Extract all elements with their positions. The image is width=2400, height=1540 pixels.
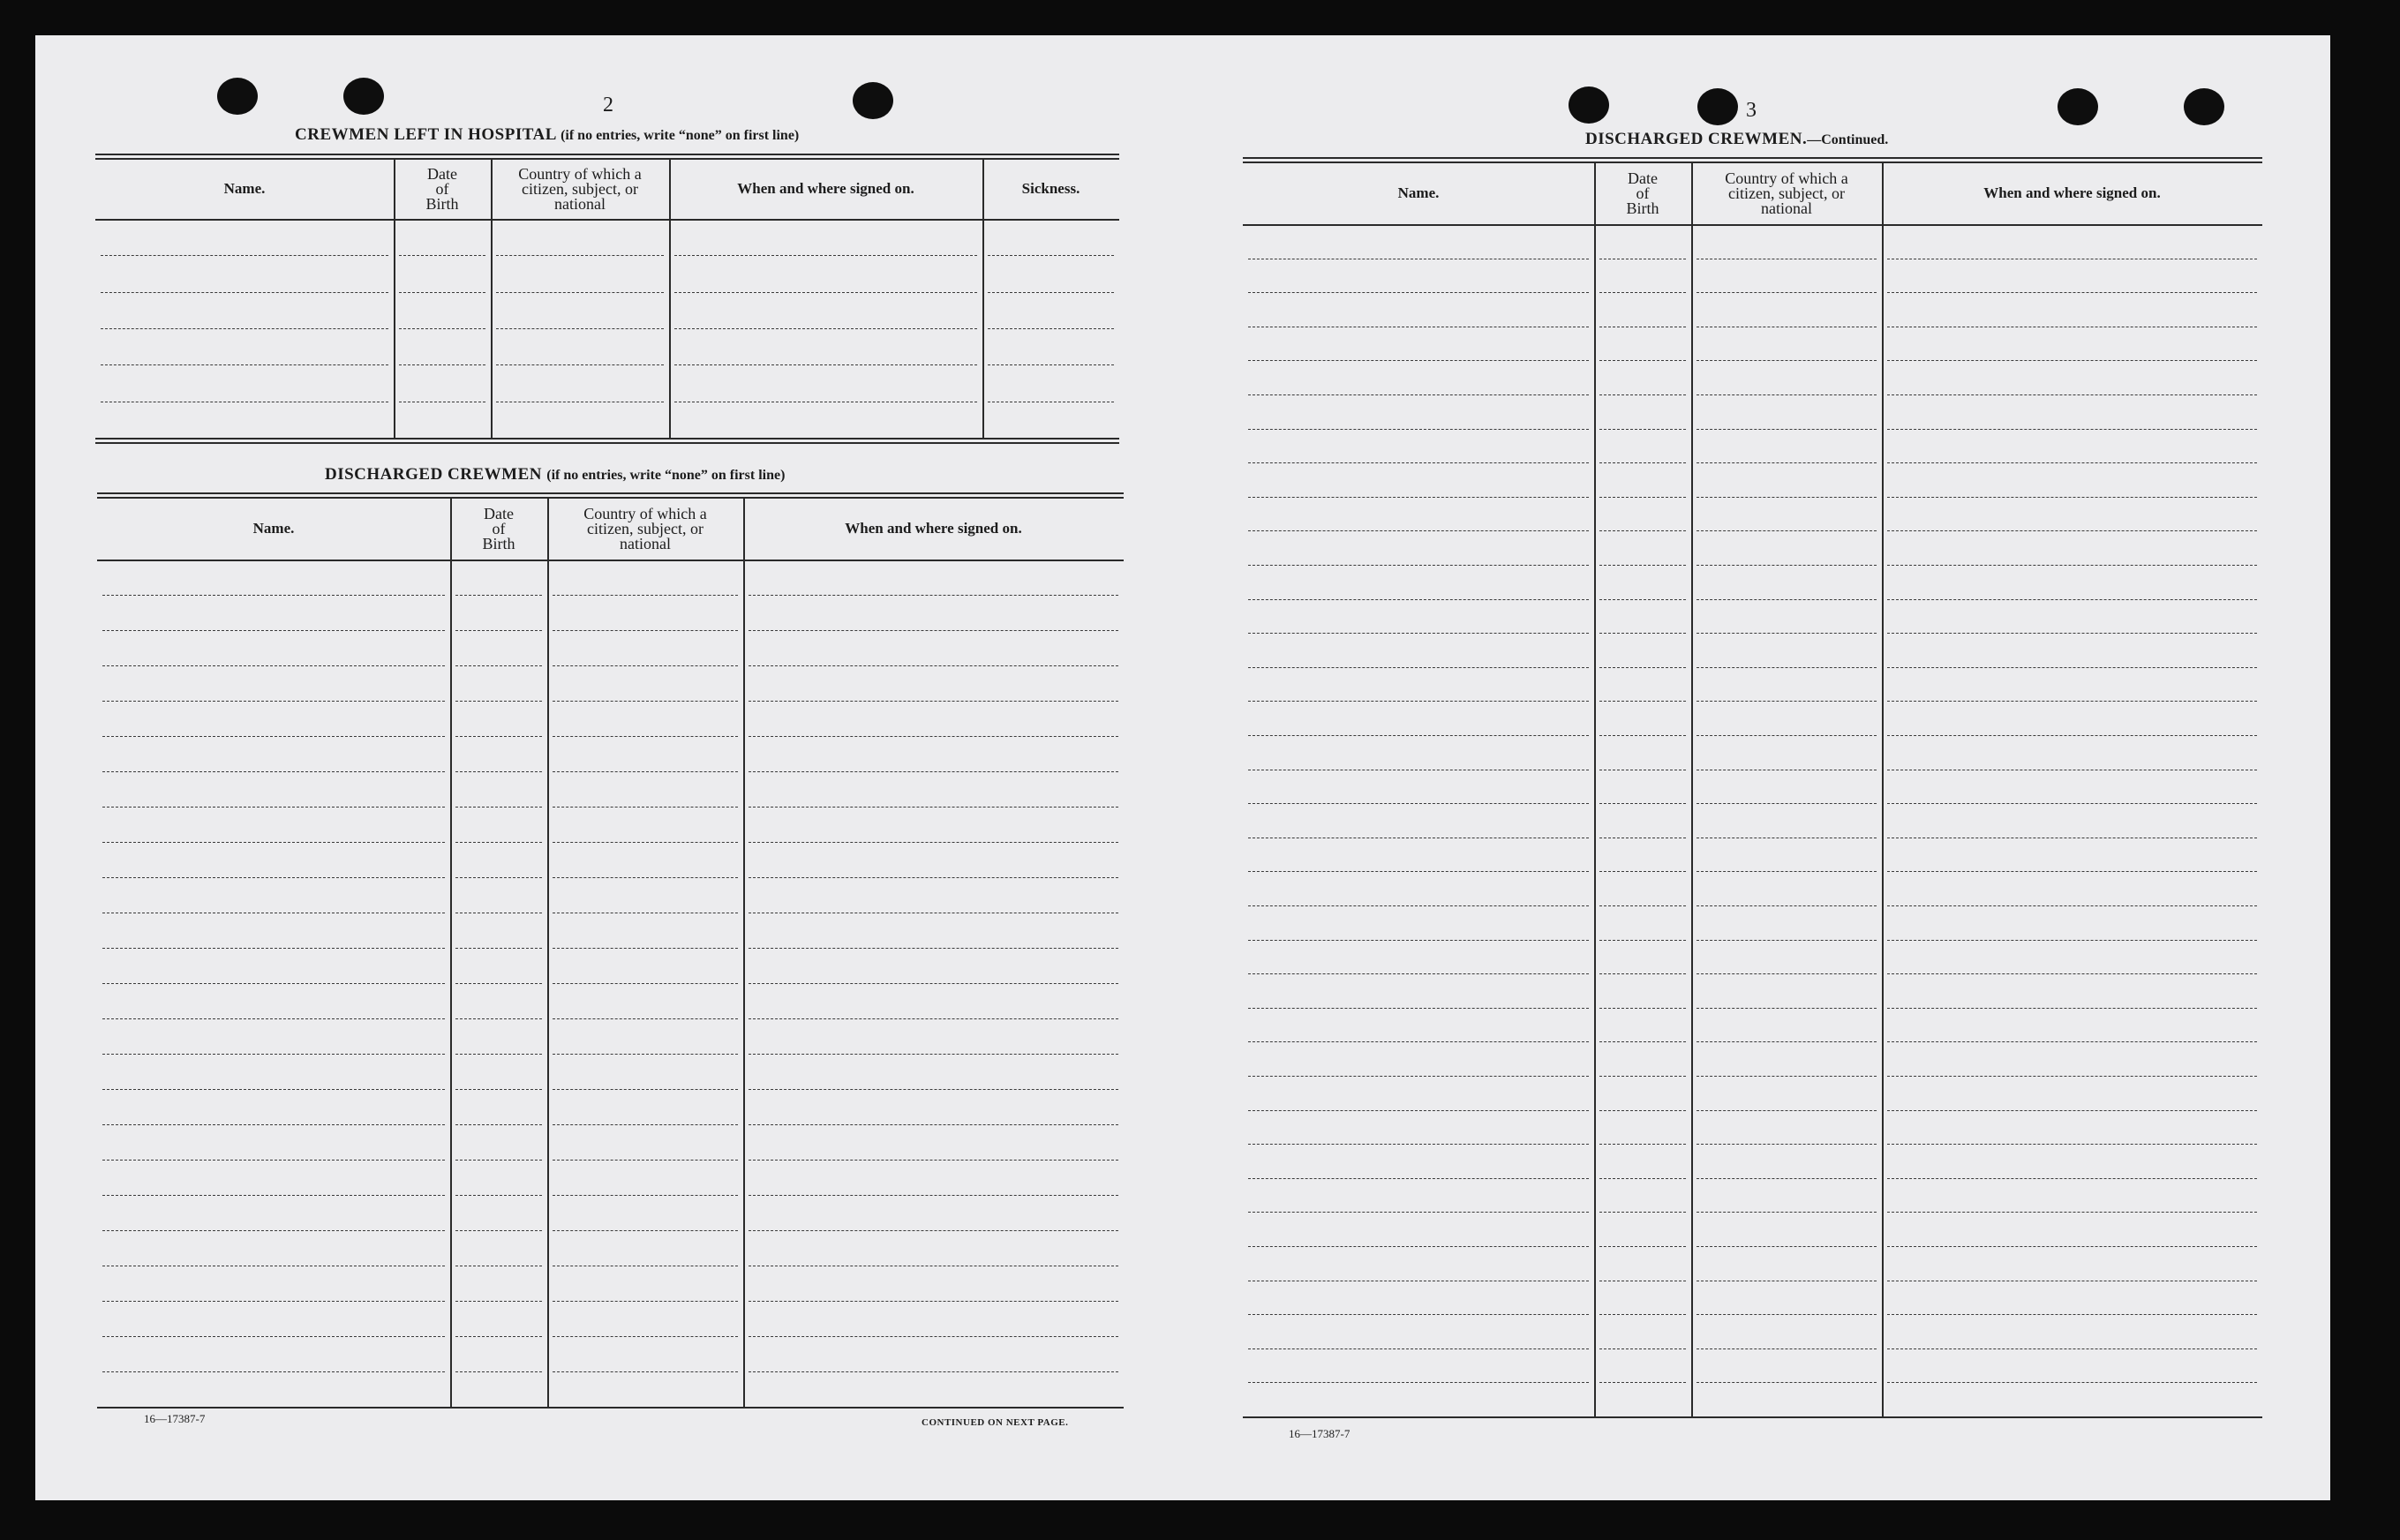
entry-line — [674, 364, 977, 365]
entry-line — [102, 807, 445, 808]
entry-line — [102, 595, 445, 596]
entry-line — [1697, 1041, 1877, 1042]
page-number-right: 3 — [1746, 99, 1757, 122]
entry-line — [749, 736, 1118, 737]
entry-line — [1248, 530, 1589, 531]
entry-line — [455, 877, 542, 878]
entry-line — [1887, 1382, 2257, 1383]
entry-line — [1887, 735, 2257, 736]
column-header-line: Country of which a — [518, 164, 642, 183]
entry-line — [102, 736, 445, 737]
punch-hole — [2058, 88, 2098, 125]
entry-line — [553, 1160, 738, 1161]
entry-line — [1248, 1144, 1589, 1145]
entry-line — [1248, 1348, 1589, 1349]
entry-line — [1599, 1076, 1686, 1077]
entry-line — [1887, 497, 2257, 498]
entry-line — [1248, 1246, 1589, 1247]
entry-line — [1248, 633, 1589, 634]
entry-line — [1887, 530, 2257, 531]
hospital-table — [95, 154, 1119, 445]
entry-line — [1887, 429, 2257, 430]
entry-line — [553, 1301, 738, 1302]
entry-line — [1248, 1110, 1589, 1111]
entry-line — [1248, 1041, 1589, 1042]
column-header-line: citizen, subject, or — [587, 519, 703, 537]
entry-line — [1697, 1348, 1877, 1349]
entry-line — [1697, 462, 1877, 463]
entry-line — [1248, 1314, 1589, 1315]
entry-line — [1887, 394, 2257, 395]
entry-line — [1599, 394, 1686, 395]
entry-line — [1697, 599, 1877, 600]
entry-line — [1697, 429, 1877, 430]
entry-line — [1697, 394, 1877, 395]
entry-line — [1697, 497, 1877, 498]
entry-line — [1599, 599, 1686, 600]
entry-line — [1248, 701, 1589, 702]
entry-line — [1887, 1110, 2257, 1111]
entry-line — [455, 1371, 542, 1372]
entry-line — [553, 948, 738, 949]
entry-line — [749, 1336, 1118, 1337]
hospital-instruction: (if no entries, write “none” on first line) — [561, 128, 800, 143]
table-bottom-rule — [97, 1407, 1124, 1409]
entry-line — [1887, 1212, 2257, 1213]
discharged-continued-table — [1243, 157, 2262, 1421]
entry-line — [102, 665, 445, 666]
entry-line — [1599, 973, 1686, 974]
header-bottom-rule — [97, 560, 1124, 561]
table-bottom-rule — [1243, 1416, 2262, 1418]
column-header-line: national — [554, 194, 606, 213]
entry-line — [1887, 1144, 2257, 1145]
entry-line — [1697, 973, 1877, 974]
entry-line — [1599, 462, 1686, 463]
entry-line — [1248, 940, 1589, 941]
entry-line — [1887, 905, 2257, 906]
page-number-left: 2 — [603, 94, 613, 116]
entry-line — [553, 1124, 738, 1125]
column-header-line: citizen, subject, or — [1728, 184, 1845, 202]
entry-line — [749, 665, 1118, 666]
column-header-signed: When and where signed on. — [1983, 184, 2161, 201]
entry-line — [1697, 360, 1877, 361]
entry-line — [1599, 667, 1686, 668]
entry-line — [455, 983, 542, 984]
entry-line — [1887, 599, 2257, 600]
table-top-rule — [97, 497, 1124, 499]
table-bottom-rule — [95, 442, 1119, 444]
column-header-line: Country of which a — [1725, 169, 1848, 187]
entry-line — [988, 364, 1114, 365]
entry-line — [102, 877, 445, 878]
column-divider — [1882, 162, 1884, 1416]
entry-line — [1697, 803, 1877, 804]
column-header-name: Name. — [252, 520, 295, 537]
entry-line — [553, 1054, 738, 1055]
column-header-line: Date — [484, 504, 514, 522]
entry-line — [1248, 394, 1589, 395]
sheet-fold-edge — [2295, 35, 2321, 1500]
column-header-country — [1691, 164, 1882, 222]
entry-line — [553, 1195, 738, 1196]
entry-line — [1697, 701, 1877, 702]
entry-line — [455, 1195, 542, 1196]
entry-line — [1248, 497, 1589, 498]
hospital-section-title — [295, 125, 799, 145]
entry-line — [102, 701, 445, 702]
entry-line — [455, 1301, 542, 1302]
entry-line — [988, 292, 1114, 293]
entry-line — [553, 1230, 738, 1231]
discharged-title-text: DISCHARGED CREWMEN — [325, 465, 542, 484]
column-divider — [1594, 162, 1596, 1416]
entry-line — [1887, 462, 2257, 463]
table-top-rule — [95, 158, 1119, 160]
entry-line — [101, 328, 388, 329]
entry-line — [1697, 735, 1877, 736]
punch-hole — [2184, 88, 2224, 125]
column-header-dob — [394, 161, 491, 217]
entry-line — [1599, 803, 1686, 804]
entry-line — [749, 807, 1118, 808]
entry-line — [749, 1160, 1118, 1161]
entry-line — [1248, 1076, 1589, 1077]
entry-line — [1248, 565, 1589, 566]
column-header-line: citizen, subject, or — [522, 179, 638, 198]
discharged-table — [97, 492, 1124, 1412]
entry-line — [1599, 292, 1686, 293]
entry-line — [1248, 292, 1589, 293]
entry-line — [101, 292, 388, 293]
entry-line — [1599, 1008, 1686, 1009]
entry-line — [749, 1124, 1118, 1125]
entry-line — [1697, 940, 1877, 941]
entry-line — [1697, 1314, 1877, 1315]
entry-line — [1599, 497, 1686, 498]
column-header-country — [491, 161, 669, 217]
entry-line — [553, 630, 738, 631]
entry-line — [102, 630, 445, 631]
entry-line — [749, 948, 1118, 949]
entry-line — [1599, 1178, 1686, 1179]
entry-line — [455, 948, 542, 949]
entry-line — [553, 736, 738, 737]
entry-line — [749, 877, 1118, 878]
entry-line — [102, 1054, 445, 1055]
entry-line — [988, 255, 1114, 256]
entry-line — [1599, 1382, 1686, 1383]
entry-line — [102, 1195, 445, 1196]
column-header-signed: When and where signed on. — [845, 520, 1022, 537]
entry-line — [1248, 735, 1589, 736]
entry-line — [1599, 940, 1686, 941]
entry-line — [101, 255, 388, 256]
entry-line — [553, 1336, 738, 1337]
entry-line — [1697, 667, 1877, 668]
punch-hole — [1569, 86, 1609, 124]
entry-line — [102, 1371, 445, 1372]
entry-line — [1599, 735, 1686, 736]
entry-line — [1248, 1008, 1589, 1009]
entry-line — [1697, 1076, 1877, 1077]
column-header-name: Name. — [223, 180, 266, 197]
entry-line — [1248, 905, 1589, 906]
entry-line — [553, 807, 738, 808]
entry-line — [496, 255, 664, 256]
entry-line — [1697, 1212, 1877, 1213]
column-divider — [547, 498, 549, 1407]
entry-line — [749, 771, 1118, 772]
entry-line — [988, 328, 1114, 329]
discharged-continued-title — [1585, 130, 1888, 149]
entry-line — [553, 771, 738, 772]
entry-line — [749, 1230, 1118, 1231]
entry-line — [1599, 905, 1686, 906]
column-header-line: Birth — [482, 534, 515, 552]
entry-line — [1887, 292, 2257, 293]
punch-hole — [343, 78, 384, 115]
entry-line — [1599, 1110, 1686, 1111]
continued-suffix: —Continued. — [1807, 132, 1889, 147]
entry-line — [1887, 803, 2257, 804]
entry-line — [674, 255, 977, 256]
entry-line — [1599, 633, 1686, 634]
entry-line — [1248, 360, 1589, 361]
entry-line — [1697, 633, 1877, 634]
entry-line — [455, 595, 542, 596]
entry-line — [1599, 871, 1686, 872]
entry-line — [1887, 1041, 2257, 1042]
entry-line — [102, 1301, 445, 1302]
entry-line — [455, 1230, 542, 1231]
entry-line — [455, 1018, 542, 1019]
entry-line — [674, 328, 977, 329]
entry-line — [1599, 701, 1686, 702]
entry-line — [1697, 530, 1877, 531]
entry-line — [1887, 973, 2257, 974]
entry-line — [749, 701, 1118, 702]
entry-line — [455, 1089, 542, 1090]
entry-line — [749, 595, 1118, 596]
entry-line — [455, 771, 542, 772]
entry-line — [1248, 667, 1589, 668]
entry-line — [749, 1371, 1118, 1372]
entry-line — [102, 1124, 445, 1125]
column-divider — [743, 498, 745, 1407]
entry-line — [399, 255, 485, 256]
entry-line — [399, 328, 485, 329]
entry-line — [1887, 1314, 2257, 1315]
column-header-line: national — [1761, 199, 1812, 217]
column-header-line: national — [620, 534, 671, 552]
header-bottom-rule — [1243, 224, 2262, 226]
column-divider — [1691, 162, 1693, 1416]
entry-line — [553, 983, 738, 984]
entry-line — [102, 983, 445, 984]
column-header-signed: When and where signed on. — [737, 180, 914, 197]
entry-line — [1887, 1178, 2257, 1179]
entry-line — [553, 701, 738, 702]
entry-line — [1697, 1110, 1877, 1111]
column-header-line: of — [435, 179, 449, 198]
entry-line — [1697, 1008, 1877, 1009]
entry-line — [1887, 1008, 2257, 1009]
entry-line — [102, 1230, 445, 1231]
entry-line — [1248, 462, 1589, 463]
entry-line — [102, 1018, 445, 1019]
entry-line — [749, 1195, 1118, 1196]
punch-hole — [1697, 88, 1738, 125]
continued-note: CONTINUED ON NEXT PAGE. — [922, 1417, 1069, 1428]
entry-line — [1697, 292, 1877, 293]
entry-line — [1599, 530, 1686, 531]
table-bottom-rule — [95, 438, 1119, 439]
entry-line — [1697, 1178, 1877, 1179]
entry-line — [1599, 1246, 1686, 1247]
entry-line — [1599, 1144, 1686, 1145]
column-header-line: Birth — [1626, 199, 1659, 217]
entry-line — [1599, 429, 1686, 430]
entry-line — [102, 948, 445, 949]
table-top-rule — [1243, 162, 2262, 163]
entry-line — [1248, 871, 1589, 872]
entry-line — [1248, 1178, 1589, 1179]
entry-line — [1887, 871, 2257, 872]
entry-line — [455, 1336, 542, 1337]
entry-line — [1887, 667, 2257, 668]
entry-line — [455, 665, 542, 666]
entry-line — [553, 1018, 738, 1019]
entry-line — [1697, 871, 1877, 872]
column-header-dob — [450, 500, 547, 558]
discharged-section-title — [325, 465, 785, 485]
discharged-instruction: (if no entries, write “none” on first line) — [546, 468, 786, 483]
entry-line — [399, 364, 485, 365]
column-header-sickness: Sickness. — [1021, 180, 1080, 197]
entry-line — [749, 1301, 1118, 1302]
entry-line — [102, 842, 445, 843]
entry-line — [455, 1054, 542, 1055]
entry-line — [455, 842, 542, 843]
entry-line — [399, 292, 485, 293]
entry-line — [496, 292, 664, 293]
entry-line — [1248, 973, 1589, 974]
entry-line — [1697, 1382, 1877, 1383]
entry-line — [553, 595, 738, 596]
column-header-line: Date — [1628, 169, 1658, 187]
entry-line — [496, 364, 664, 365]
entry-line — [749, 842, 1118, 843]
discharged-continued-text: DISCHARGED CREWMEN. — [1585, 130, 1808, 148]
entry-line — [1599, 565, 1686, 566]
entry-line — [553, 842, 738, 843]
entry-line — [455, 1160, 542, 1161]
entry-line — [1248, 599, 1589, 600]
entry-line — [455, 701, 542, 702]
entry-line — [455, 1124, 542, 1125]
entry-line — [1697, 565, 1877, 566]
entry-line — [1887, 633, 2257, 634]
entry-line — [455, 807, 542, 808]
entry-line — [1599, 1041, 1686, 1042]
entry-line — [1248, 429, 1589, 430]
entry-line — [1599, 1212, 1686, 1213]
entry-line — [1697, 905, 1877, 906]
entry-line — [1599, 1348, 1686, 1349]
entry-line — [1887, 940, 2257, 941]
entry-line — [102, 1160, 445, 1161]
table-top-rule — [97, 492, 1124, 494]
column-header-line: of — [1636, 184, 1650, 202]
punch-hole — [217, 78, 258, 115]
print-code-right: 16—17387-7 — [1289, 1427, 1350, 1440]
table-top-rule — [1243, 157, 2262, 159]
entry-line — [553, 877, 738, 878]
entry-line — [101, 364, 388, 365]
entry-line — [1599, 360, 1686, 361]
entry-line — [1697, 1144, 1877, 1145]
entry-line — [1248, 803, 1589, 804]
entry-line — [1887, 565, 2257, 566]
entry-line — [1887, 360, 2257, 361]
entry-line — [749, 630, 1118, 631]
entry-line — [1887, 1076, 2257, 1077]
entry-line — [749, 1018, 1118, 1019]
entry-line — [1887, 1246, 2257, 1247]
column-header-country — [547, 500, 743, 558]
print-code-left: 16—17387-7 — [144, 1412, 206, 1425]
entry-line — [1248, 1382, 1589, 1383]
entry-line — [1887, 1348, 2257, 1349]
entry-line — [455, 736, 542, 737]
column-header-line: Country of which a — [583, 504, 707, 522]
entry-line — [553, 1089, 738, 1090]
entry-line — [1248, 1212, 1589, 1213]
entry-line — [1599, 1314, 1686, 1315]
entry-line — [1887, 701, 2257, 702]
column-header-line: Birth — [425, 194, 459, 213]
entry-line — [1697, 1246, 1877, 1247]
entry-line — [674, 292, 977, 293]
hospital-title-text: CREWMEN LEFT IN HOSPITAL — [295, 125, 556, 144]
entry-line — [102, 1089, 445, 1090]
punch-hole — [853, 82, 893, 119]
column-header-name: Name. — [1397, 184, 1440, 201]
entry-line — [102, 1336, 445, 1337]
entry-line — [749, 983, 1118, 984]
column-header-line: Date — [427, 164, 457, 183]
entry-line — [553, 1371, 738, 1372]
entry-line — [496, 328, 664, 329]
column-divider — [450, 498, 452, 1407]
column-header-line: of — [492, 519, 506, 537]
header-bottom-rule — [95, 219, 1119, 221]
entry-line — [749, 1089, 1118, 1090]
table-top-rule — [95, 154, 1119, 155]
entry-line — [455, 630, 542, 631]
entry-line — [102, 771, 445, 772]
entry-line — [553, 665, 738, 666]
column-header-dob — [1594, 164, 1691, 222]
entry-line — [749, 1054, 1118, 1055]
